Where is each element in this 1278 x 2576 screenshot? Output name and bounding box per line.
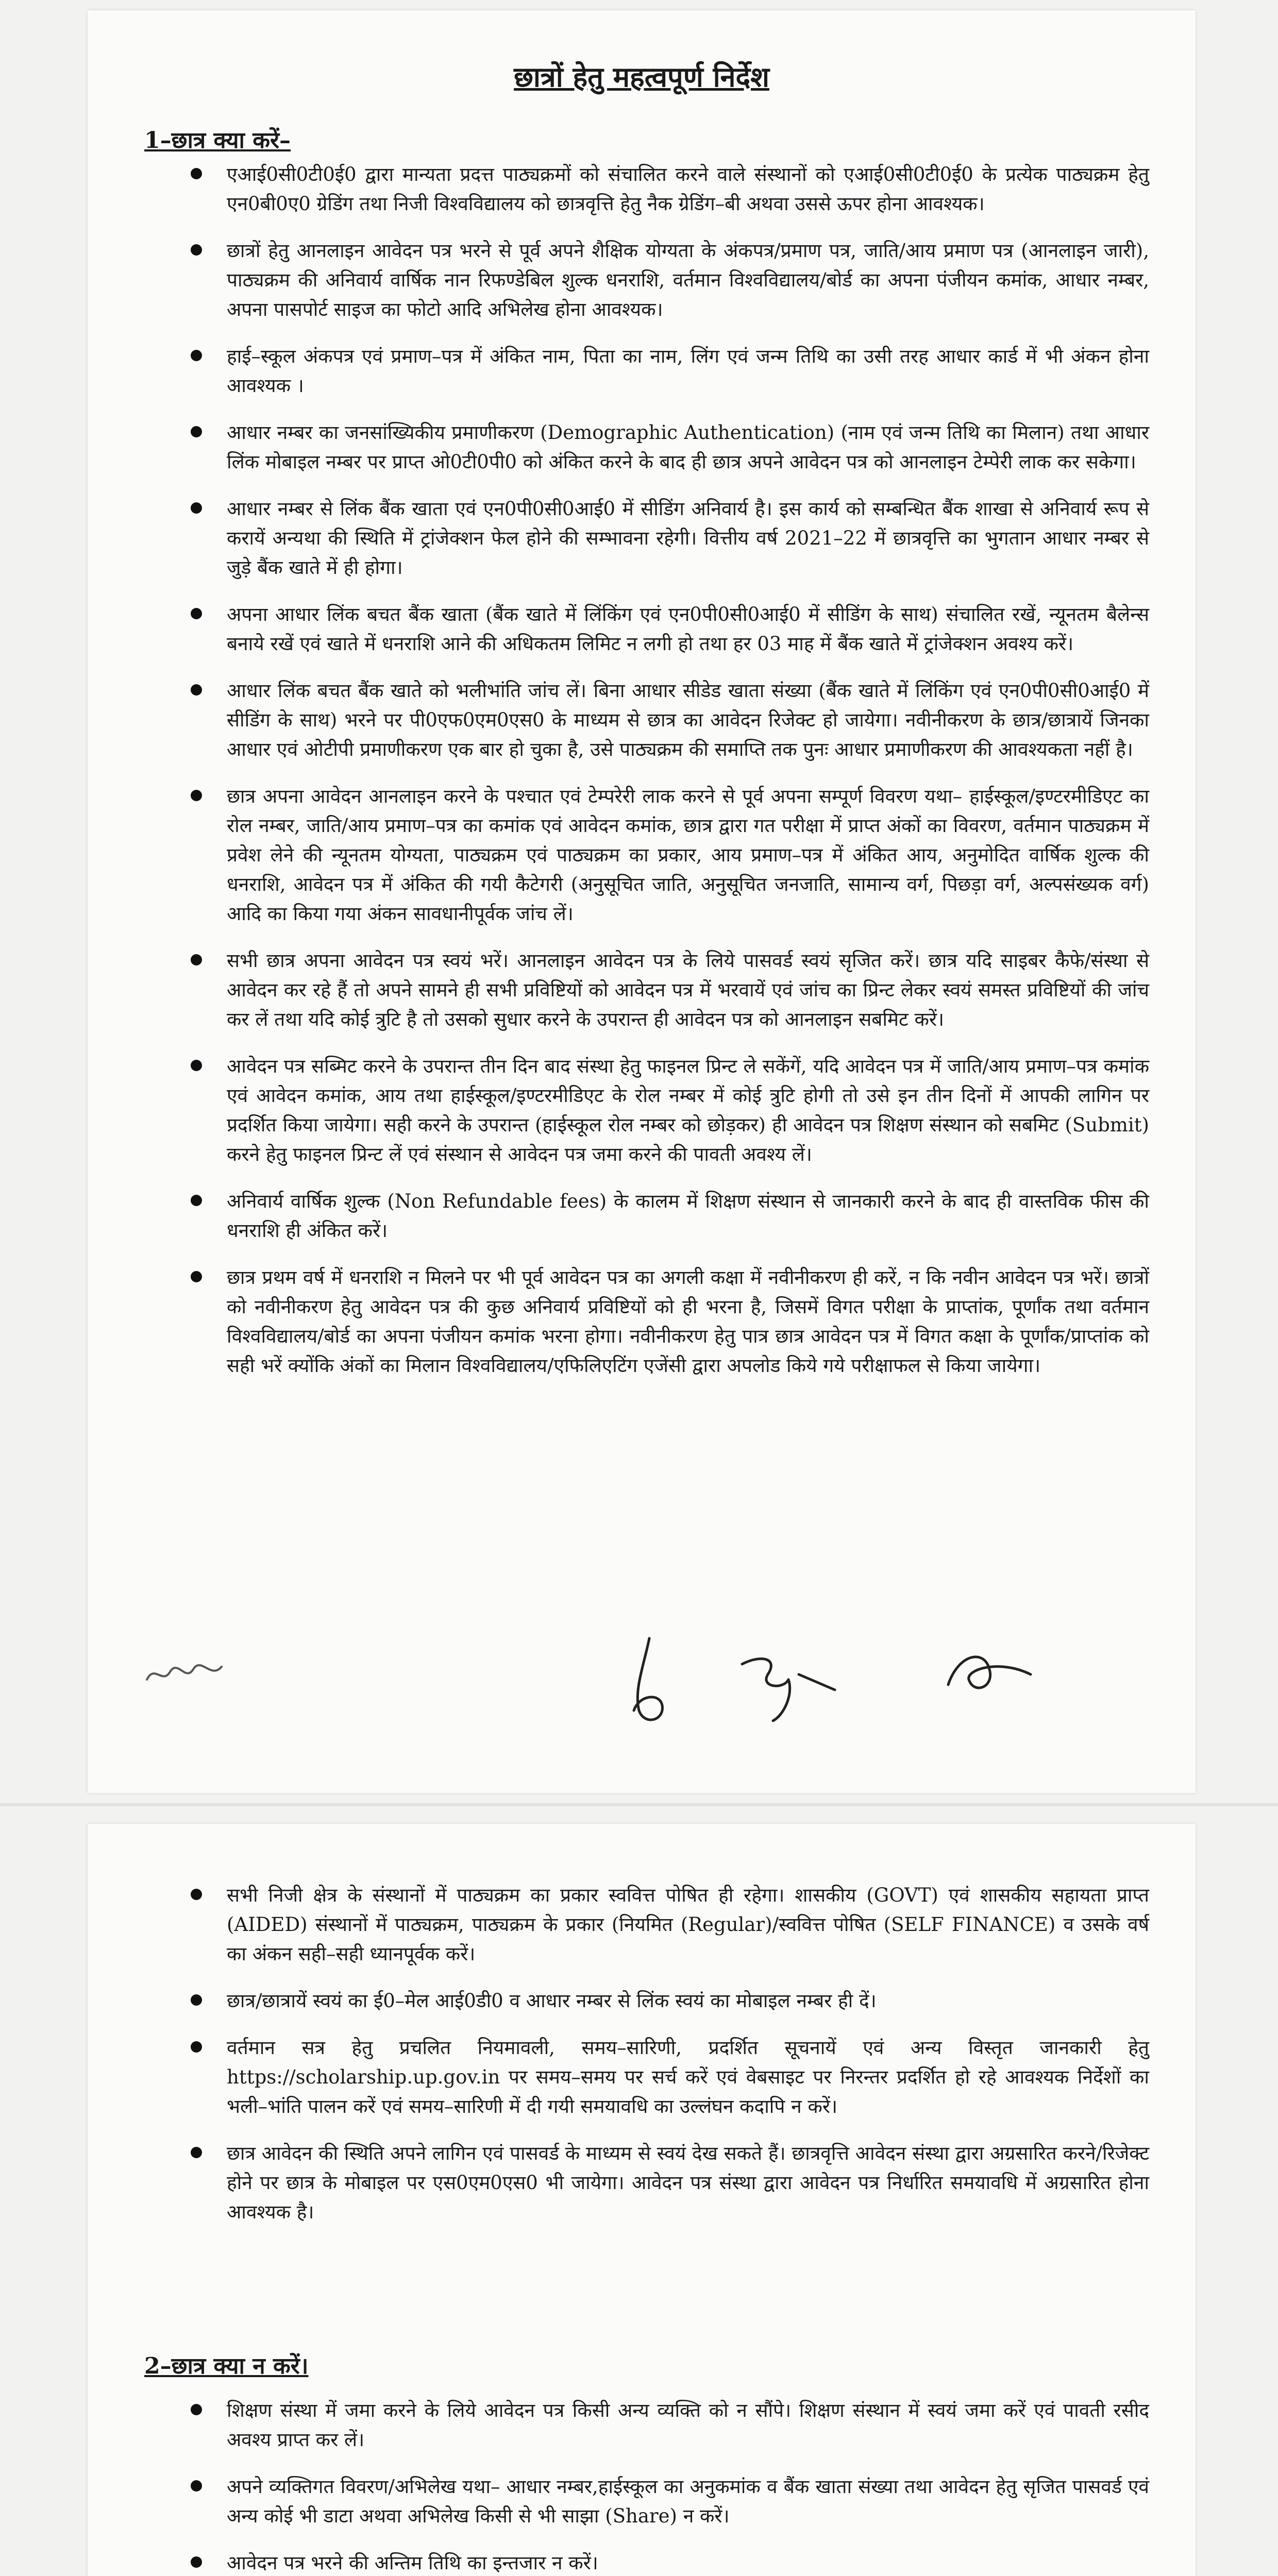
list-item: अपना आधार लिंक बचत बैंक खाता (बैंक खाते में लिंकिंग एवं एन0पी0सी0आई0 में सीडिंग के साथ) संचालित रखें, न्यूनतम बैलेन्स बनाये रखें एवं खाते में धनराशि आने की अधिकतम लिमिट न लगी हो तथा हर 03 माह में बैंक खाते में ट्रांजेक्शन अवश्य करें। — [191, 600, 1149, 658]
list-item: छात्र प्रथम वर्ष में धनराशि न मिलने पर भी पूर्व आवेदन पत्र का अगली कक्षा में नवीनीकरण ही करें, न कि नवीन आवेदन पत्र भरें। छात्रों को नवीनीकरण हेतु आवेदन पत्र की कुछ अनिवार्य प्रविष्टियों को ही भरना है, जिसमें विगत परीक्षा के प्राप्तांक, पूर्णांक तथा वर्तमान विश्वविद्यालय/बोर्ड का अपना पंजीयन कमांक भरना होगा। नवीनीकरण हेतु पात्र छात्र आवेदन पत्र में विगत कक्षा के पूर्णांक/प्राप्तांक को सही भरें क्योंकि अंकों का मिलान विश्वविद्यालय/एफिलिएटिंग एजेंसी द्वारा अपलोड किये गये परीक्षाफल से किया जायेगा। — [191, 1263, 1149, 1380]
signature-2 — [732, 1643, 850, 1731]
bullet-icon — [191, 790, 202, 801]
bullet-icon — [191, 350, 202, 361]
page-separator — [0, 1803, 1278, 1806]
list-item: अपने व्यक्तिगत विवरण/अभिलेख यथा– आधार नम्बर,हाईस्कूल का अनुकमांक व बैंक खाता संख्या तथा आवेदन हेतु सृजित पासवर्ड एवं अन्य कोई भी डाटा अथवा अभिलेख किसी से भी साझा (Share) न करें। — [191, 2472, 1149, 2531]
list-item: आधार नम्बर से लिंक बैंक खाता एवं एन0पी0सी0आई0 में सीडिंग अनिवार्य है। इस कार्य को सम्बन्धित बैंक शाखा से अनिवार्य रूप से करायें अन्यथा की स्थिति में ट्रांजेक्शन फेल होने की सम्भावना रहेगी। वित्तीय वर्ष 2021–22 में छात्रवृत्ति का भुगतान आधार नम्बर से जुड़े बैंक खाते में ही होगा। — [191, 494, 1149, 582]
bullet-icon — [191, 954, 202, 965]
bullet-icon — [191, 2556, 202, 2568]
list-item: छात्र/छात्रायें स्वयं का ई0–मेल आई0डी0 व आधार नम्बर से लिंक स्वयं का मोबाइल नम्बर ही दें। — [191, 1986, 1149, 2015]
page-2 — [88, 1824, 1196, 2576]
section-1-continued-list — [191, 1880, 1149, 2244]
bullet-icon — [191, 1271, 202, 1282]
list-item: आवेदन पत्र भरने की अन्तिम तिथि का इन्तजार न करें। — [191, 2548, 1149, 2576]
bullet-icon — [191, 1195, 202, 1206]
bullet-icon — [191, 244, 202, 256]
bullet-icon — [191, 2404, 202, 2415]
list-item: छात्र आवेदन की स्थिति अपने लागिन एवं पासवर्ड के माध्यम से स्वयं देख सकते हैं। छात्रवृत्ति आवेदन संस्था द्वारा अग्रसारित करने/रिजेक्ट होने पर छात्र के मोबाइल पर एस0एम0एस0 भी जायेगा। आवेदन पत्र संस्था द्वारा आवेदन पत्र निर्धारित समयावधि में अग्रसारित होना आवश्यक है। — [191, 2139, 1149, 2227]
bullet-icon — [191, 426, 202, 437]
list-item: आवेदन पत्र सब्मिट करने के उपरान्त तीन दिन बाद संस्था हेतु फाइनल प्रिन्ट ले सकेंगें, यदि आवेदन पत्र में जाति/आय प्रमाण–पत्र कमांक एवं आवेदन कमांक, आय तथा हाईस्कूल/इण्टरमीडिएट के रोल नम्बर में कोई त्रुटि होगी तो उसे इन तीन दिनों में आपकी लागिन पर प्रदर्शित किया जायेगा। सही करने के उपरान्त (हाईस्कूल रोल नम्बर को छोड़कर) ही आवेदन पत्र शिक्षण संस्थान को सबमिट (Submit) करने हेतु फाइनल प्रिन्ट लें एवं संस्थान से आवेदन पत्र जमा करने की पावती अवश्य लें। — [191, 1052, 1149, 1169]
list-item: सभी छात्र अपना आवेदन पत्र स्वयं भरें। आनलाइन आवेदन पत्र के लिये पासवर्ड स्वयं सृजित करें। छात्र यदि साइबर कैफे/संस्था से आवेदन कर रहे हैं तो अपने सामने ही सभी प्रविष्टियों को आवेदन पत्र में भरवायें एवं जांच का प्रिन्ट लेकर स्वयं समस्त प्रविष्टियों की जांच कर लें तथा यदि कोई त्रुटि है तो उसको सुधार करने के उपरान्त ही आवेदन पत्र को आनलाइन सबमिट करें। — [191, 946, 1149, 1034]
list-item: एआई0सी0टी0ई0 द्वारा मान्यता प्रदत्त पाठ्यक्रमों को संचालित करने वाले संस्थानों को एआई0सी0टी0ई0 के प्रत्येक पाठ्यक्रम हेतु एन0बी0ए0 ग्रेडिंग तथा निजी विश्वविद्यालय को छात्रवृत्ति हेतु नैक ग्रेडिंग–बी अथवा उससे ऊपर होना आवश्यक। — [191, 160, 1149, 218]
section-1-list — [191, 160, 1149, 1398]
initials-signature-left — [144, 1659, 227, 1690]
document-title: छात्रों हेतु महत्वपूर्ण निर्देश — [514, 60, 769, 93]
list-item: शिक्षण संस्था में जमा करने के लिये आवेदन पत्र किसी अन्य व्यक्ति को न सौंपे। शिक्षण संस्थान में स्वयं जमा करें एवं पावती रसीद अवश्य प्राप्त कर लें। — [191, 2396, 1149, 2454]
list-item: अनिवार्य वार्षिक शुल्क (Non Refundable fees) के कालम में शिक्षण संस्थान से जानकारी करने के बाद ही वास्तविक फीस की धनराशि ही अंकित करें। — [191, 1187, 1149, 1245]
list-item: हाई–स्कूल अंकपत्र एवं प्रमाण–पत्र में अंकित नाम, पिता का नाम, लिंग एवं जन्म तिथि का उसी तरह आधार कार्ड में भी अंकन होना आवश्यक । — [191, 342, 1149, 400]
bullet-icon — [191, 1060, 202, 1071]
list-item: छात्र अपना आवेदन आनलाइन करने के पश्चात एवं टेम्परेरी लाक करने से पूर्व अपना सम्पूर्ण विवरण यथा– हाईस्कूल/इण्टरमीडिएट का रोल नम्बर, जाति/आय प्रमाण–पत्र का कमांक एवं आवेदन कमांक, छात्र द्वारा गत परीक्षा में प्राप्त अंकों का विवरण, वर्तमान पाठ्यक्रम में प्रवेश लेने की न्यूनतम योग्यता, पाठ्यक्रम एवं पाठ्यक्रम का प्रकार, आय प्रमाण–पत्र में अंकित आय, अनुमोदित वार्षिक शुल्क की धनराशि, आवेदन पत्र में अंकित की गयी कैटेगरी (अनुसूचित जाति, अनुसूचित जनजाति, सामान्य वर्ग, पिछड़ा वर्ग, अल्पसंख्यक वर्ग) आदि का किया गया अंकन सावधानीपूर्वक जांच लें। — [191, 782, 1149, 928]
section-1-heading: 1–छात्र क्या करें– — [144, 127, 291, 154]
section-2-heading: 2–छात्र क्या न करें। — [144, 2353, 309, 2379]
bullet-icon — [191, 1994, 202, 2006]
list-item: छात्रों हेतु आनलाइन आवेदन पत्र भरने से पूर्व अपने शैक्षिक योग्यता के अंकपत्र/प्रमाण पत्र, जाति/आय प्रमाण पत्र (आनलाइन जारी), पाठ्यक्रम की अनिवार्य वार्षिक नान रिफण्डेबिल शुल्क धनराशि, वर्तमान विश्वविद्यालय/बोर्ड का अपना पंजीयन कमांक, आधार नम्बर, अपना पासपोर्ट साइज का फोटो आदि अभिलेख होना आवश्यक। — [191, 236, 1149, 324]
signature-3 — [938, 1638, 1041, 1710]
signature-1 — [613, 1633, 685, 1731]
list-item: आधार लिंक बचत बैंक खाते को भलीभांति जांच लें। बिना आधार सीडेड खाता संख्या (बैंक खाते में लिंकिंग एवं एन0पी0सी0आई0 में सीडिंग के साथ) भरने पर पी0एफ0एम0एस0 के माध्यम से छात्र का आवेदन रिजेक्ट हो जायेगा। नवीनीकरण के छात्र/छात्रायें जिनका आधार एवं ओटीपी प्रमाणीकरण एक बार हो चुका है, उसे पाठ्यक्रम की समाप्ति तक पुनः आधार प्रमाणीकरण की आवश्यकता नहीं है। — [191, 676, 1149, 764]
bullet-icon — [191, 608, 202, 619]
bullet-icon — [191, 502, 202, 514]
bullet-icon — [191, 2480, 202, 2492]
section-2-list — [191, 2396, 1149, 2576]
bullet-icon — [191, 2147, 202, 2158]
bullet-icon — [191, 168, 202, 179]
bullet-icon — [191, 684, 202, 696]
list-item: सभी निजी क्षेत्र के संस्थानों में पाठ्यक्रम का प्रकार स्ववित्त पोषित ही रहेगा। शासकीय (GOVT) एवं शासकीय सहायता प्राप्त (AIDED) संस्थानों में पाठ्यक्रम, पाठ्यक्रम के प्रकार (नियमित (Regular)/स्ववित्त पोषित (SELF FINANCE) व उसके वर्ष का अंकन सही–सही ध्यानपूर्वक करें। — [191, 1880, 1149, 1969]
bullet-icon — [191, 1889, 202, 1900]
page-1 — [88, 10, 1196, 1793]
bullet-icon — [191, 2041, 202, 2053]
list-item: आधार नम्बर का जनसांख्यिकीय प्रमाणीकरण (Demographic Authentication) (नाम एवं जन्म तिथि का मिलान) तथा आधार लिंक मोबाइल नम्बर पर प्राप्त ओ0टी0पी0 को अंकित करने के बाद ही छात्र अपने आवेदन पत्र को आनलाइन टेम्पेरी लाक कर सकेगा। — [191, 418, 1149, 477]
list-item: वर्तमान सत्र हेतु प्रचलित नियमावली, समय–सारिणी, प्रदर्शित सूचनायें एवं अन्य विस्तृत जानकारी हेतु https://scholarship.up.gov.in पर समय–समय पर सर्च करें एवं वेबसाइट पर निरन्तर प्रदर्शित हो रहे आवश्यक निर्देशों का भली–भांति पालन करें एवं समय–सारिणी में दी गयी समयावधि का उल्लंघन कदापि न करें। — [191, 2033, 1149, 2121]
